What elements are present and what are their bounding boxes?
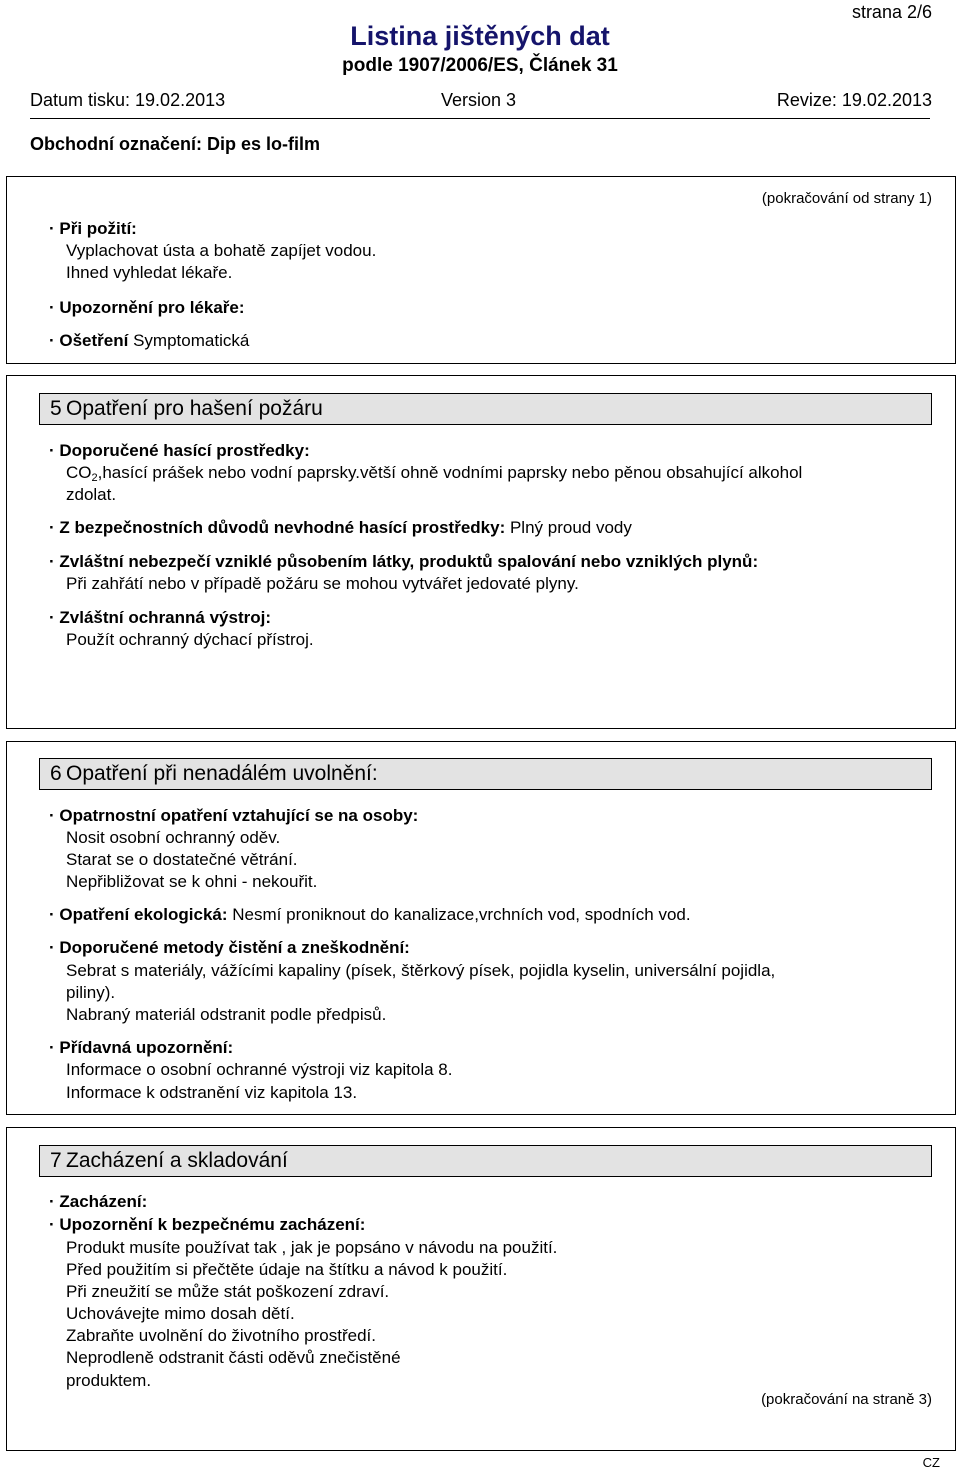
continued-from-note: (pokračování od strany 1) xyxy=(761,190,932,207)
section-6-box xyxy=(6,741,956,1115)
safe-handling-line: Produkt musíte používat tak , jak je popsáno v návodu na použití. xyxy=(66,1238,558,1257)
safe-handling-line: Při zneužití se může stát poškození zdraví. xyxy=(66,1282,390,1301)
personal-precautions-line: Nosit osobní ochranný oděv. xyxy=(66,828,281,847)
document-subtitle: podle 1907/2006/ES, Článek 31 xyxy=(342,55,618,76)
version: Version 3 xyxy=(441,90,517,110)
treatment-row xyxy=(49,331,249,351)
safe-handling-line: Neprodleně odstranit části oděvů znečistěné xyxy=(66,1348,401,1367)
unsuitable-media-row xyxy=(49,518,632,538)
environmental-value: Nesmí proniknout do kanalizace,vrchních vod, spodních vod. xyxy=(232,905,691,924)
cleanup-methods-label: · Doporučené metody čistění a zneškodnění: xyxy=(49,938,410,957)
special-hazards-value: Při zahřátí nebo v případě požáru se mohou vytvářet jedovaté plyny. xyxy=(66,574,579,593)
ingestion-line: Ihned vyhledat lékaře. xyxy=(66,263,233,282)
cleanup-methods-line: Sebrat s materiály, vážícími kapaliny (písek, štěrkový písek, pojidla kyselin, universální pojidla, xyxy=(66,961,776,980)
unsuitable-media-label: · Z bezpečnostních důvodů nevhodné hasící prostředky: xyxy=(49,518,506,537)
revision-date: Revize: 19.02.2013 xyxy=(776,90,932,110)
unsuitable-media-value: Plný proud vody xyxy=(509,518,632,537)
section-5-heading xyxy=(39,393,932,425)
page-number: strana 2/6 xyxy=(851,2,932,22)
extinguishing-media-label: · Doporučené hasící prostředky: xyxy=(49,441,310,460)
section-6-heading xyxy=(39,758,932,790)
co-subscript: 2 xyxy=(91,472,98,484)
personal-precautions-line: Nepřibližovat se k ohni - nekouřit. xyxy=(66,872,318,891)
language-code: CZ xyxy=(922,1455,940,1470)
safe-handling-line: Zabraňte uvolnění do životního prostředí. xyxy=(66,1326,376,1345)
media-text: ,hasící prášek nebo vodní paprsky.větší ohně vodními paprsky nebo pěnou obsahující alkohol xyxy=(97,463,803,482)
trade-name: Obchodní označení: Dip es lo-film xyxy=(30,134,321,154)
section-title: Zacházení a skladování xyxy=(66,1149,288,1172)
cleanup-methods-line: Nabraný materiál odstranit podle předpisů. xyxy=(66,1005,387,1024)
section-number: 6 xyxy=(50,762,62,785)
co-text: CO xyxy=(66,463,92,482)
section-7-heading xyxy=(39,1145,932,1177)
additional-info-line: Informace k odstranění viz kapitola 13. xyxy=(66,1083,358,1102)
ingestion-line: Vyplachovat ústa a bohatě zapíjet vodou. xyxy=(66,241,377,260)
section-title: Opatření při nenadálém uvolnění: xyxy=(66,762,378,785)
doctor-note-label: · Upozornění pro lékaře: xyxy=(49,298,245,317)
section-title: Opatření pro hašení požáru xyxy=(66,397,323,420)
document-title: Listina jištěných dat xyxy=(350,21,610,51)
environmental-row xyxy=(49,905,691,925)
environmental-label: · Opatření ekologická: xyxy=(49,905,228,924)
handling-label: · Zacházení: xyxy=(49,1192,148,1211)
personal-precautions-line: Starat se o dostatečné větrání. xyxy=(66,850,298,869)
special-hazards-label: · Zvláštní nebezpečí vzniklé působením látky, produktů spalování nebo vzniklých plynů: xyxy=(49,552,759,571)
protective-equipment-label: · Zvláštní ochranná výstroj: xyxy=(49,608,271,627)
ingestion-label: · Při požití: xyxy=(49,219,137,238)
safe-handling-line: Uchovávejte mimo dosah dětí. xyxy=(66,1304,295,1323)
cleanup-methods-line: piliny). xyxy=(66,983,116,1002)
treatment-label: · Ošetření xyxy=(49,331,129,350)
safe-handling-label: · Upozornění k bezpečnému zacházení: xyxy=(49,1215,366,1234)
safe-handling-line: Před použitím si přečtěte údaje na štítku a návod k použití. xyxy=(66,1260,508,1279)
extinguishing-media-line xyxy=(66,463,802,483)
continued-on-note: (pokračování na straně 3) xyxy=(761,1391,932,1408)
personal-precautions-label: · Opatrnostní opatření vztahující se na osoby: xyxy=(49,806,419,825)
print-date: Datum tisku: 19.02.2013 xyxy=(30,90,226,110)
section-number: 5 xyxy=(50,397,62,420)
header-divider xyxy=(30,118,930,119)
protective-equipment-value: Použít ochranný dýchací přístroj. xyxy=(66,630,314,649)
extinguishing-media-line: zdolat. xyxy=(66,485,117,504)
additional-info-line: Informace o osobní ochranné výstroji viz kapitola 8. xyxy=(66,1060,453,1079)
safe-handling-line: produktem. xyxy=(66,1371,152,1390)
additional-info-label: · Přídavná upozornění: xyxy=(49,1038,234,1057)
section-number: 7 xyxy=(50,1149,62,1172)
treatment-value: Symptomatická xyxy=(133,331,250,350)
